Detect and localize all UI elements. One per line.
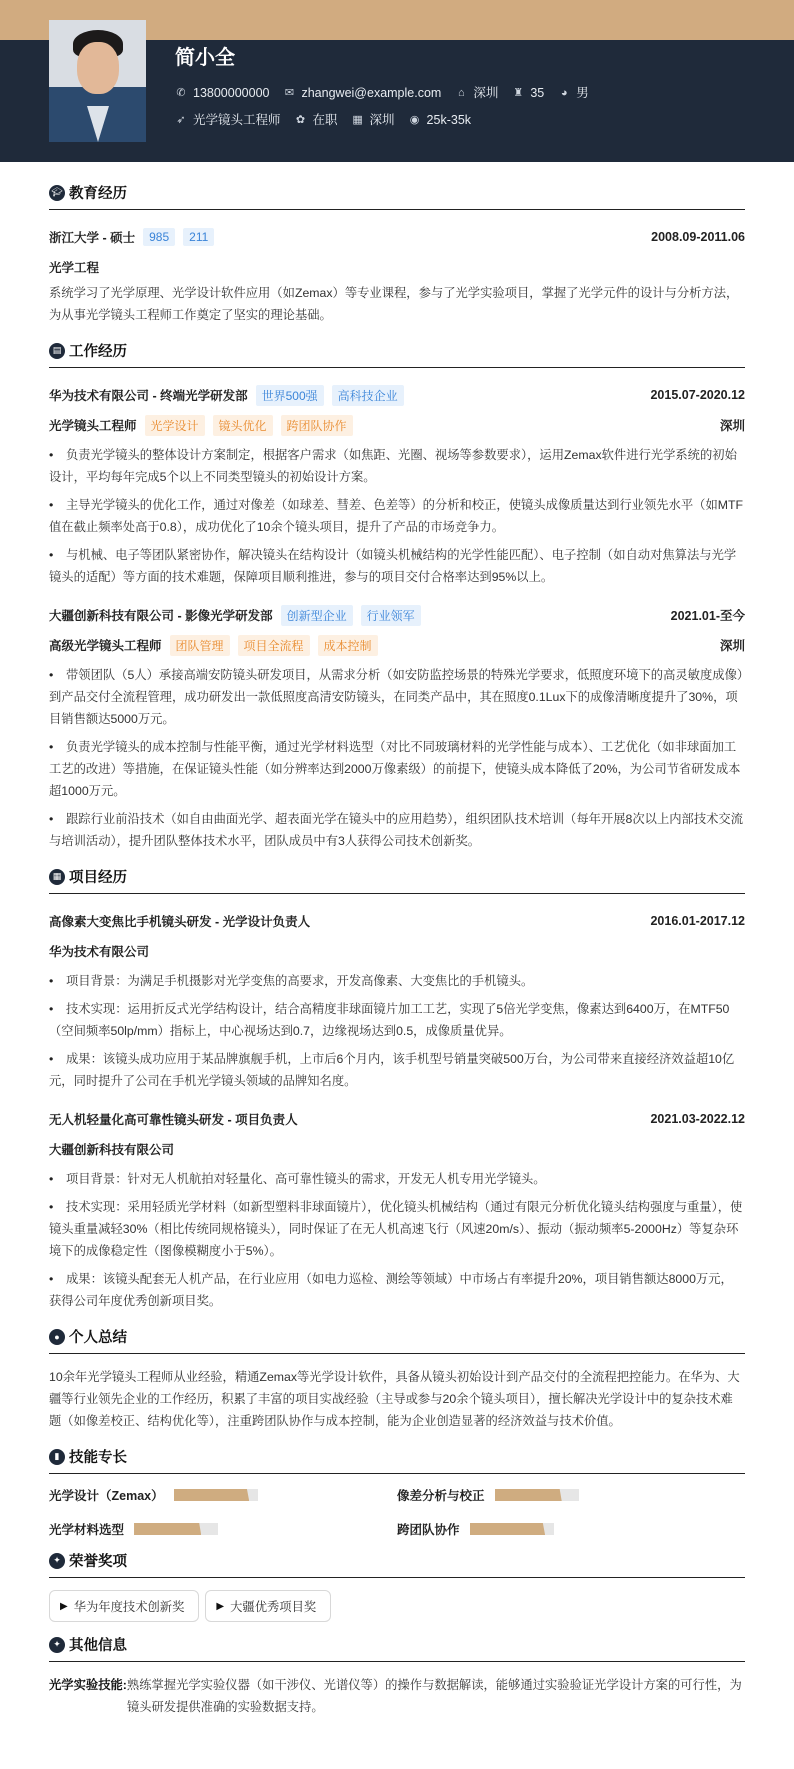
bullet-item: • 负责光学镜头的成本控制与性能平衡，通过光学材料选型（对比不同玻璃材料的光学性能与成本）、工艺优化（如非球面加工工艺的改进）等措施，在保证镜头性能（如分辨率达到2000万像素级）的前提下，使镜头成本降低了20%，为公司节省研发成本超1000万元。 — [49, 736, 745, 802]
work-entry — [49, 600, 745, 852]
role-tag: 团队管理 — [170, 635, 230, 656]
info-text: 35 — [530, 86, 545, 100]
work-city: 深圳 — [719, 639, 745, 653]
education-description: 系统学习了光学原理、光学设计软件应用（如Zemax）等专业课程，参与了光学实验项目，掌握了光学元件的设计与分析方法，为从事光学镜头工程师工作奠定了坚实的理论基础。 — [49, 286, 739, 322]
bullet-item: • 跟踪行业前沿技术（如自由曲面光学、超表面光学在镜头中的应用趋势），组织团队技术培训（每年开展8次以上内部技术交流与培训活动），提升团队整体技术水平，团队成员中有3人获得公司技术创新奖。 — [49, 808, 745, 852]
work-city: 深圳 — [719, 419, 745, 433]
skill-bar-fill — [134, 1523, 201, 1535]
school-tag: 985 — [143, 228, 175, 246]
section-work-header — [49, 338, 745, 368]
section-summary-header — [49, 1324, 745, 1354]
skill-item — [49, 1520, 397, 1538]
section-skills-header — [49, 1444, 745, 1474]
skill-name: 跨团队协作 — [397, 1523, 460, 1537]
section-education-header — [49, 180, 745, 210]
section-title: 其他信息 — [69, 1638, 127, 1654]
company-tag: 行业领军 — [361, 605, 421, 626]
triangle-right-icon: ▶ — [216, 1600, 225, 1612]
mail-icon: ✉ — [284, 87, 295, 99]
building-icon: ▦ — [352, 114, 363, 126]
bar-chart-icon: ▮ — [49, 1449, 65, 1465]
skill-bar-fill — [470, 1523, 546, 1535]
company-row — [49, 380, 745, 410]
job-title: 光学镜头工程师 — [49, 419, 137, 433]
skill-bar — [174, 1489, 258, 1501]
bullet-item: • 与机械、电子等团队紧密协作，解决镜头在结构设计（如镜头机械结构的光学性能匹配）、电子控制（如自动对焦算法与光学镜头的适配）等方面的技术难题，保障项目顺利推进，参与的项目交付合格率达到95%以上。 — [49, 544, 745, 588]
section-title: 工作经历 — [69, 344, 127, 360]
other-info-label: 光学实验技能: — [49, 1678, 127, 1692]
bullet-item: • 主导光学镜头的优化工作，通过对像差（如球差、彗差、色差等）的分析和校正，使镜头成像质量达到行业领先水平（如MTF值在截止频率处高于0.8），成功优化了10余个镜头项目，提升了产品的市场竞争力。 — [49, 494, 745, 538]
phone-icon: ✆ — [176, 87, 186, 99]
work-list — [49, 380, 745, 852]
work-bullets — [49, 444, 745, 588]
info-item — [558, 84, 589, 102]
send-icon: ➶ — [176, 114, 186, 126]
other-info-item — [49, 1674, 745, 1718]
company-left — [49, 385, 404, 406]
user-icon: ● — [49, 1329, 65, 1345]
project-date: 2021.03-2022.12 — [650, 1112, 745, 1126]
project-entry — [49, 906, 745, 1092]
section-title: 荣誉奖项 — [69, 1554, 127, 1570]
bullet-item: • 项目背景：为满足手机摄影对光学变焦的高要求，开发高像素、大变焦比的手机镜头。 — [49, 970, 745, 992]
award-name: 大疆优秀项目奖 — [230, 1600, 317, 1614]
skill-item — [397, 1486, 745, 1504]
skill-bar-fill — [495, 1489, 562, 1501]
info-text: 在职 — [312, 113, 338, 127]
bullet-item: • 技术实现：运用折反式光学结构设计，结合高精度非球面镜片加工工艺，实现了5倍光学变焦，像素达到6400万，在MTF50（空间频率50lp/mm）指标上，中心视场达到0.7，边缘视场达到0.5，成像质量优异。 — [49, 998, 745, 1042]
bullet-item: • 负责光学镜头的整体设计方案制定，根据客户需求（如焦距、光圈、视场等参数要求），运用Zemax软件进行光学系统的初始设计，平均每年完成5个以上不同类型镜头的初始设计方案。 — [49, 444, 745, 488]
award-badge — [49, 1590, 199, 1622]
role-tag: 成本控制 — [318, 635, 378, 656]
project-bullets — [49, 970, 745, 1092]
company-name: 华为技术有限公司 - 终端光学研发部 — [49, 389, 248, 403]
role-tag: 镜头优化 — [213, 415, 273, 436]
section-title: 项目经历 — [69, 870, 127, 886]
info-item — [455, 84, 498, 102]
section-title: 教育经历 — [69, 186, 127, 202]
work-date: 2015.07-2020.12 — [650, 388, 745, 402]
section-other-header — [49, 1632, 745, 1662]
skill-list — [49, 1486, 745, 1538]
project-bullets — [49, 1168, 745, 1312]
info-text: 13800000000 — [193, 86, 270, 100]
role-left — [49, 635, 378, 656]
resume-body — [49, 170, 745, 1718]
info-text: 深圳 — [473, 86, 499, 100]
bullet-item: • 带领团队（5人）承接高端安防镜头研发项目，从需求分析（如安防监控场景的特殊光学要求，低照度环境下的高灵敏度成像）到产品交付全流程管理，成功研发出一款低照度高清安防镜头，在同类产品中，其在照度0.1Lux下的成像清晰度提升了30%，项目销售额达5000万元。 — [49, 664, 745, 730]
skill-bar — [470, 1523, 554, 1535]
job-title: 高级光学镜头工程师 — [49, 639, 162, 653]
grid-icon: ▦ — [49, 869, 65, 885]
education-entry — [49, 222, 745, 326]
candidate-name: 简小全 — [175, 47, 235, 69]
school-tag: 211 — [183, 228, 214, 246]
role-tag: 项目全流程 — [238, 635, 310, 656]
skill-name: 像差分析与校正 — [397, 1489, 485, 1503]
info-text: 男 — [576, 86, 589, 100]
skill-bar — [134, 1523, 218, 1535]
company-tag: 创新型企业 — [281, 605, 353, 626]
work-bullets — [49, 664, 745, 852]
other-info-list — [49, 1674, 745, 1718]
section-awards-header — [49, 1548, 745, 1578]
section-title: 技能专长 — [69, 1450, 127, 1466]
project-row — [49, 906, 745, 936]
project-row — [49, 1104, 745, 1134]
skill-item — [397, 1520, 745, 1538]
education-date: 2008.09-2011.06 — [651, 230, 745, 244]
summary-text: 10余年光学镜头工程师从业经验，精通Zemax等光学设计软件，具备从镜头初始设计到产品交付的全流程把控能力。在华为、大疆等行业领先企业的工作经历，积累了丰富的项目实战经验（主导或参与20余个镜头项目），擅长解决光学设计中的复杂技术难题（如像差校正、结构优化等），注重跨团队协作与成本控制，能为企业创造显著的经济效益与技术价值。 — [49, 1370, 740, 1428]
job-info-row — [175, 111, 485, 129]
graduation-cap-icon: 🎓︎ — [49, 185, 65, 201]
major: 光学工程 — [49, 261, 100, 275]
skill-bar — [495, 1489, 579, 1501]
section-projects-header — [49, 864, 745, 894]
info-text: 深圳 — [369, 113, 395, 127]
education-row — [49, 222, 745, 252]
project-company-row — [49, 936, 745, 966]
project-date: 2016.01-2017.12 — [650, 914, 745, 928]
work-entry — [49, 380, 745, 588]
role-left — [49, 415, 353, 436]
skill-name: 光学设计（Zemax） — [49, 1489, 164, 1503]
project-name: 无人机轻量化高可靠性镜头研发 - 项目负责人 — [49, 1113, 298, 1127]
education-left — [49, 228, 214, 246]
project-company: 华为技术有限公司 — [49, 945, 150, 959]
info-item — [283, 84, 441, 102]
award-badge — [205, 1590, 331, 1622]
info-icon: ✦ — [49, 1637, 65, 1653]
info-text: 25k-35k — [426, 113, 472, 127]
bullet-item: • 项目背景：针对无人机航拍对轻量化、高可靠性镜头的需求，开发无人机专用光学镜头。 — [49, 1168, 745, 1190]
company-tag: 高科技企业 — [332, 385, 404, 406]
other-info-value: 熟练掌握光学实验仪器（如干涉仪、光谱仪等）的操作与数据解读，能够通过实验验证光学设计方案的可行性，为镜头研发提供准确的实验数据支持。 — [126, 1678, 742, 1714]
info-item — [512, 84, 544, 102]
info-item — [409, 111, 471, 129]
company-left — [49, 605, 421, 626]
award-list — [49, 1590, 745, 1622]
info-text: zhangwei@example.com — [301, 86, 442, 100]
contact-row — [175, 84, 603, 102]
cake-icon: ♜ — [513, 87, 524, 99]
role-tag: 光学设计 — [145, 415, 205, 436]
company-name: 大疆创新科技有限公司 - 影像光学研发部 — [49, 609, 273, 623]
project-entry — [49, 1104, 745, 1312]
school-degree: 浙江大学 - 硕士 — [49, 231, 136, 245]
major-row — [49, 252, 745, 282]
role-tag: 跨团队协作 — [281, 415, 353, 436]
status-icon: ✿ — [295, 114, 306, 126]
work-date: 2021.01-至今 — [670, 609, 745, 623]
company-tag: 世界500强 — [256, 385, 324, 406]
bullet-item: • 成果：该镜头成功应用于某品牌旗舰手机，上市后6个月内，该手机型号销量突破500万台，为公司带来直接经济效益超10亿元，同时提升了公司在手机光学镜头领域的品牌知名度。 — [49, 1048, 745, 1092]
award-name: 华为年度技术创新奖 — [73, 1600, 185, 1614]
skill-item — [49, 1486, 397, 1504]
skill-name: 光学材料选型 — [49, 1523, 125, 1537]
section-title: 个人总结 — [69, 1330, 127, 1346]
info-item — [175, 111, 281, 129]
avatar-photo — [49, 20, 146, 142]
project-list — [49, 906, 745, 1312]
bullet-item: • 成果：该镜头配套无人机产品，在行业应用（如电力巡检、测绘等领域）中市场占有率提升20%，项目销售额达8000万元，获得公司年度优秀创新项目奖。 — [49, 1268, 745, 1312]
info-item — [295, 111, 338, 129]
project-company-row — [49, 1134, 745, 1164]
company-row — [49, 600, 745, 630]
briefcase-icon: ▤ — [49, 343, 65, 359]
home-icon: ⌂ — [458, 87, 465, 99]
project-company: 大疆创新科技有限公司 — [49, 1143, 175, 1157]
triangle-right-icon: ▶ — [60, 1600, 68, 1612]
info-text: 光学镜头工程师 — [193, 113, 281, 127]
role-row — [49, 410, 745, 440]
salary-icon: ◉ — [409, 114, 420, 126]
info-item — [175, 84, 269, 102]
gender-icon: ◕ — [560, 87, 568, 99]
skill-bar-fill — [174, 1489, 250, 1501]
award-icon: ✦ — [49, 1553, 65, 1569]
role-row — [49, 630, 745, 660]
project-name: 高像素大变焦比手机镜头研发 - 光学设计负责人 — [49, 915, 311, 929]
bullet-item: • 技术实现：采用轻质光学材料（如新型塑料非球面镜片），优化镜头机械结构（通过有限元分析优化镜头结构强度与重量），使镜头重量减轻30%（相比传统同规格镜头），同时保证了在无人机高速飞行（风速20m/s）、振动（振动频率5-2000Hz）等复杂环境下的成像稳定性（图像模糊度小于5%）。 — [49, 1196, 745, 1262]
info-item — [352, 111, 395, 129]
